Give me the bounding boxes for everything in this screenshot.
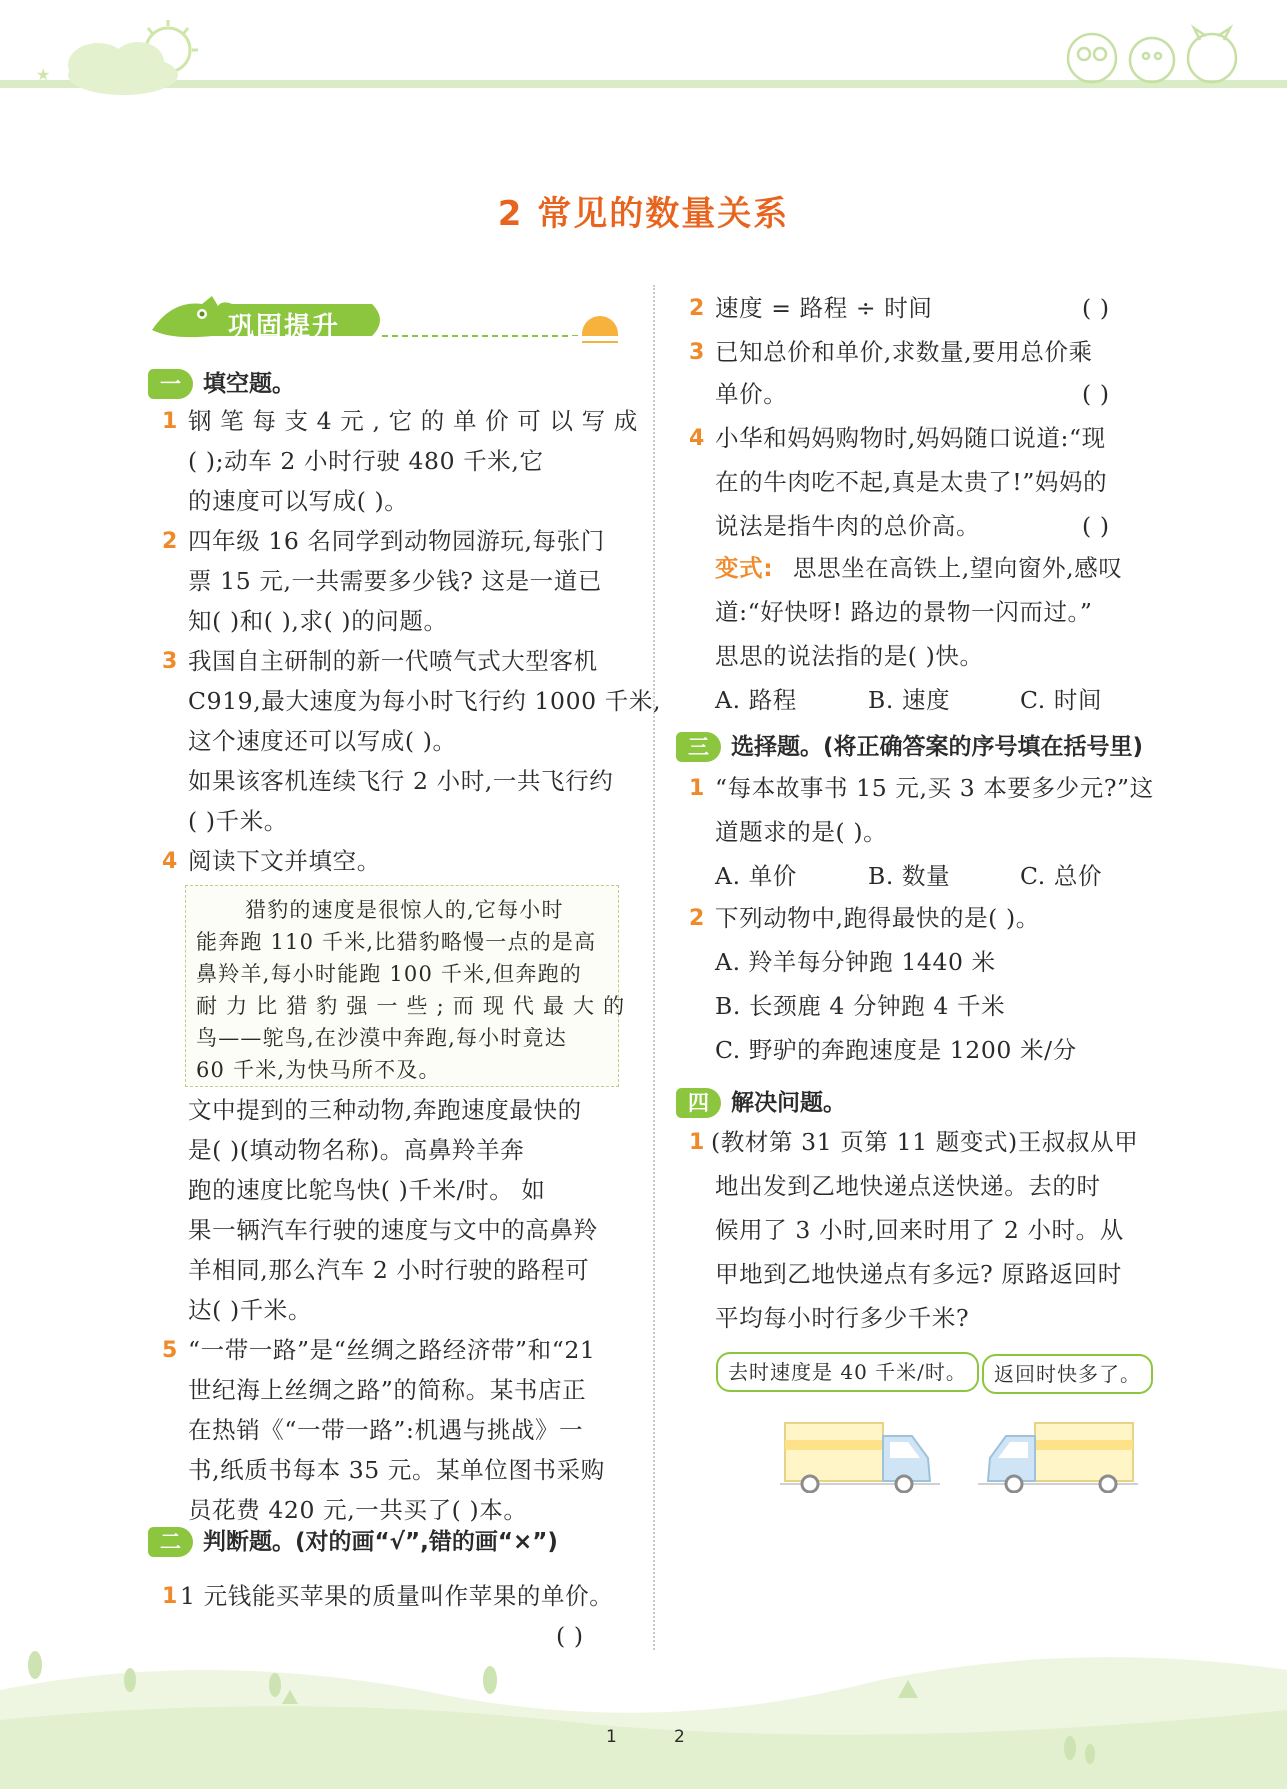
question-line: 员花费 420 元,一共买了( )本。 [188, 1496, 528, 1524]
column-divider [653, 285, 655, 1650]
option: C. 野驴的奔跑速度是 1200 米/分 [715, 1036, 1077, 1064]
question-line: 是( )(填动物名称)。高鼻羚羊奔 [188, 1136, 525, 1164]
question-line: 这个速度还可以写成( )。 [188, 727, 457, 755]
question-line: 地出发到乙地快递点送快递。去的时 [715, 1172, 1101, 1200]
question-number: 1 [689, 1130, 705, 1155]
option: A. 路程 [715, 686, 797, 714]
question-line: 阅读下文并填空。 [188, 847, 381, 875]
question-line: 道:“好快呀! 路边的景物一闪而过。” [715, 598, 1093, 626]
question-line: 达( )千米。 [188, 1296, 313, 1324]
truck-icon [978, 1418, 1138, 1493]
question-number: 5 [162, 1338, 178, 1363]
passage-line: 鸟——鸵鸟,在沙漠中奔跑,每小时竟达 [196, 1026, 567, 1050]
question-line: C919,最大速度为每小时飞行约 1000 千米, [188, 687, 662, 715]
page-title: 2 常见的数量关系 [497, 194, 790, 234]
section-fill-blank [148, 365, 295, 399]
section-tag: 四 [676, 1088, 721, 1118]
question-line: 钢 笔 每 支 4 元 , 它 的 单 价 可 以 写 成 [188, 407, 638, 435]
question-line: 已知总价和单价,求数量,要用总价乘 [715, 338, 1093, 366]
passage-line: 60 千米,为快马所不及。 [196, 1058, 441, 1082]
question-line: 在的牛肉吃不起,真是太贵了!”妈妈的 [715, 468, 1108, 496]
question-line: “一带一路”是“丝绸之路经济带”和“21 [188, 1336, 596, 1364]
section-label: 判断题。(对的画“√”,错的画“×”) [203, 1529, 558, 1555]
question-number: 1 [162, 1584, 178, 1609]
question-line: 跑的速度比鸵鸟快( )千米/时。 如 [188, 1176, 546, 1204]
sun-cloud-icon [28, 20, 208, 95]
answer-paren: ( ) [1082, 294, 1110, 322]
question-line: 世纪海上丝绸之路”的简称。某书店正 [188, 1376, 587, 1404]
passage-line: 鼻羚羊,每小时能跑 100 千米,但奔跑的 [196, 962, 582, 986]
section-choice [676, 728, 1143, 762]
section-label: 填空题。 [203, 371, 295, 397]
banner-label: 巩固提升 [228, 312, 341, 342]
question-line: ( );动车 2 小时行驶 480 千米,它 [188, 447, 544, 475]
page-number: 1 [606, 1727, 617, 1747]
answer-paren: ( ) [556, 1622, 584, 1650]
section-label: 选择题。(将正确答案的序号填在括号里) [731, 734, 1144, 760]
question-line: ( )千米。 [188, 807, 288, 835]
question-number: 1 [162, 409, 178, 434]
question-line: 文中提到的三种动物,奔跑速度最快的 [188, 1096, 582, 1124]
question-line: 四年级 16 名同学到动物园游玩,每张门 [188, 527, 605, 555]
answer-paren: ( ) [1082, 512, 1110, 540]
option: B. 数量 [868, 862, 951, 890]
section-problems [676, 1084, 846, 1118]
section-tag: 二 [148, 1527, 193, 1557]
section-banner [152, 290, 622, 348]
question-line: 羊相同,那么汽车 2 小时行驶的路程可 [188, 1256, 590, 1284]
passage-line: 猎豹的速度是很惊人的,它每小时 [245, 898, 564, 922]
question-line: 思思的说法指的是( )快。 [715, 642, 984, 670]
section-tag: 一 [148, 369, 193, 399]
question-line: 的速度可以写成( )。 [188, 487, 409, 515]
question-number: 1 [689, 776, 705, 801]
question-number: 2 [689, 906, 705, 931]
speech-bubble: 返回时快多了。 [982, 1354, 1153, 1394]
question-line: 候用了 3 小时,回来时用了 2 小时。从 [715, 1216, 1124, 1244]
section-true-false [148, 1523, 558, 1557]
answer-paren: ( ) [1082, 380, 1110, 408]
animals-icon [1060, 20, 1250, 90]
question-line: 下列动物中,跑得最快的是( )。 [715, 904, 1040, 932]
speech-bubble: 去时速度是 40 千米/时。 [716, 1352, 979, 1392]
question-line: 书,纸质书每本 35 元。某单位图书采购 [188, 1456, 605, 1484]
question-line: “每本故事书 15 元,买 3 本要多少元?”这 [715, 774, 1154, 802]
option: B. 速度 [868, 686, 951, 714]
option: C. 总价 [1020, 862, 1103, 890]
question-line: 在热销《“一带一路”:机遇与挑战》一 [188, 1416, 584, 1444]
question-line: 小华和妈妈购物时,妈妈随口说道:“现 [715, 424, 1106, 452]
option: A. 单价 [715, 862, 797, 890]
question-line: 甲地到乙地快递点有多远? 原路返回时 [715, 1260, 1122, 1288]
passage-line: 能奔跑 110 千米,比猎豹略慢一点的是高 [196, 930, 597, 954]
footer-landscape [0, 1630, 1287, 1789]
page-number: 2 [674, 1727, 685, 1747]
question-line: 平均每小时行多少千米? [715, 1304, 970, 1332]
question-line: 速度 = 路程 ÷ 时间 [715, 294, 933, 322]
question-number: 3 [162, 649, 178, 674]
section-tag: 三 [676, 732, 721, 762]
option: C. 时间 [1020, 686, 1103, 714]
option: B. 长颈鹿 4 分钟跑 4 千米 [715, 992, 1006, 1020]
question-line: 我国自主研制的新一代喷气式大型客机 [188, 647, 598, 675]
question-number: 2 [162, 529, 178, 554]
truck-icon [780, 1418, 940, 1493]
question-line: 思思坐在高铁上,望向窗外,感叹 [793, 554, 1123, 582]
question-number: 4 [689, 426, 705, 451]
variant-label: 变式: [715, 554, 774, 582]
passage-line: 耐 力 比 猎 豹 强 一 些 ; 而 现 代 最 大 的 [196, 994, 626, 1018]
question-line: 票 15 元,一共需要多少钱? 这是一道已 [188, 567, 602, 595]
question-line: 道题求的是( )。 [715, 818, 888, 846]
question-number: 4 [162, 849, 178, 874]
question-line: 果一辆汽车行驶的速度与文中的高鼻羚 [188, 1216, 598, 1244]
question-line: 1 元钱能买苹果的质量叫作苹果的单价。 [180, 1582, 614, 1610]
option: A. 羚羊每分钟跑 1440 米 [715, 948, 996, 976]
question-line: 说法是指牛肉的总价高。 [715, 512, 981, 540]
question-line: 如果该客机连续飞行 2 小时,一共飞行约 [188, 767, 614, 795]
question-number: 3 [689, 340, 705, 365]
question-line: 知( )和( ),求( )的问题。 [188, 607, 448, 635]
svg-text:★: ★ [36, 65, 51, 84]
question-line: (教材第 31 页第 11 题变式)王叔叔从甲 [711, 1128, 1139, 1156]
section-label: 解决问题。 [731, 1090, 846, 1116]
question-line: 单价。 [715, 380, 788, 408]
question-number: 2 [689, 296, 705, 321]
